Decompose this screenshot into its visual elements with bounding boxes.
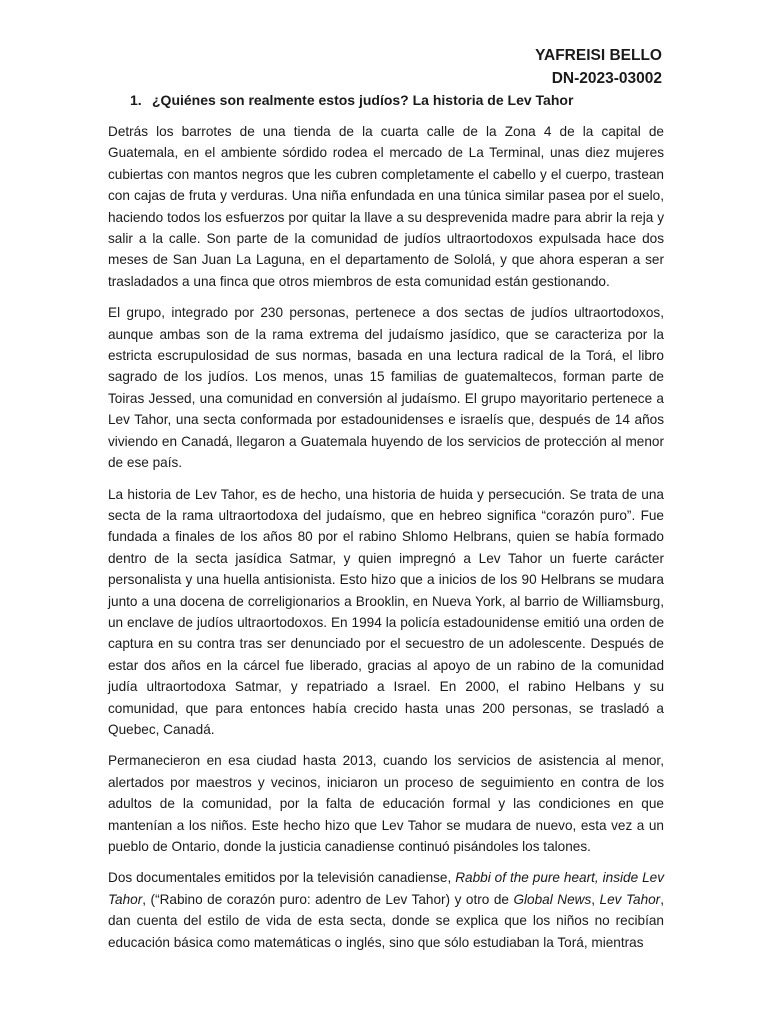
broadcaster-name: Global News (513, 891, 592, 907)
paragraph-5-text-e: , (591, 891, 600, 907)
author-name: YAFREISI BELLO (535, 47, 662, 64)
documentary-title-2: Lev Tahor (599, 891, 661, 907)
paragraph-5 (108, 867, 664, 953)
heading-number: 1. (130, 92, 142, 108)
paragraph-1: Detrás los barrotes de una tienda de la cuarta calle de la Zona 4 de la capital de Guatemala, en el ambiente sórdido rodea el mercado de La Terminal, unas diez mujeres cubiertas con mantos negros que les cubren completamente el cabello y el cuerpo, trastean con cajas de fruta y verduras. Una niña enfundada en una túnica similar pasea por el suelo, haciendo todos los esfuerzos por quitar la llave a su desprevenida madre para abrir la reja y salir a la calle. Son parte de la comunidad de judíos ultraortodoxos expulsada hace dos meses de San Juan La Laguna, en el departamento de Sololá, y que ahora esperan a ser trasladados a una finca que otros miembros de esta comunidad están gestionando. (108, 124, 664, 289)
paragraph-5-text-g: , dan cuenta del estilo de vida de esta secta, donde se explica que los niños no recibían educación básica como matemáticas o inglés, sino que sólo estudiaban la Torá, mientras (108, 891, 664, 950)
heading-text: ¿Quiénes son realmente estos judíos? La historia de Lev Tahor (152, 92, 574, 108)
documentary-title-1: Rabbi of the pure heart, inside Lev Tahor (108, 870, 665, 907)
paragraph-4: Permanecieron en esa ciudad hasta 2013, cuando los servicios de asistencia al menor, alertados por maestros y vecinos, iniciaron un proceso de seguimiento en contra de los adultos de la comunidad, por la falta de educación formal y las condiciones en que mantenían a los niños. Este hecho hizo que Lev Tahor se mudara de nuevo, esta vez a un pueblo de Ontario, donde la justicia canadiense continuó pisándoles los talones. (108, 753, 664, 854)
document-id: DN-2023-03002 (551, 70, 662, 87)
paragraph-5-text-a: Dos documentales emitidos por la televisión canadiense, (108, 870, 456, 886)
paragraph-5-text-c: , (“Rabino de corazón puro: adentro de Lev Tahor) y otro de (142, 891, 514, 907)
document-header (108, 44, 662, 90)
paragraph-3: La historia de Lev Tahor, es de hecho, una historia de huida y persecución. Se trata de una secta de la rama ultraortodoxa del judaísmo, que en hebreo significa “corazón puro”. Fue fundada a finales de los años 80 por el rabino Shlomo Helbrans, quien se había formado dentro de la secta jasídica Satmar, y quien impregnó a Lev Tahor un fuerte carácter personalista y una huella antisionista. Esto hizo que a inicios de los 90 Helbrans se mudara junto a una docena de correligionarios a Brooklin, en Nueva York, al barrio de Williamsburg, un enclave de judíos ultraortodoxos. En 1994 la policía estadounidense emitió una orden de captura en su contra tras ser denunciado por el secuestro de un adolescente. Después de estar dos años en la cárcel fue liberado, gracias al apoyo de un rabino de la comunidad judía ultraortodoxa Satmar, y repatriado a Israel. En 2000, el rabino Helbans y su comunidad, que para entonces había crecido hasta unas 200 personas, se trasladó a Quebec, Canadá. (108, 486, 664, 737)
section-heading (130, 90, 664, 110)
paragraph-2: El grupo, integrado por 230 personas, pertenece a dos sectas de judíos ultraortodoxos, aunque ambas son de la rama extrema del judaísmo jasídico, que se caracteriza por la estricta escrupulosidad de sus normas, basada en una lectura radical de la Torá, el libro sagrado de los judíos. Los menos, unas 15 familias de guatemaltecos, forman parte de Toiras Jessed, una comunidad en conversión al judaísmo. El grupo mayoritario pertenece a Lev Tahor, una secta conformada por estadounidenses e israelís que, después de 14 años viviendo en Canadá, llegaron a Guatemala huyendo de los servicios de protección al menor de ese país. (108, 305, 664, 471)
